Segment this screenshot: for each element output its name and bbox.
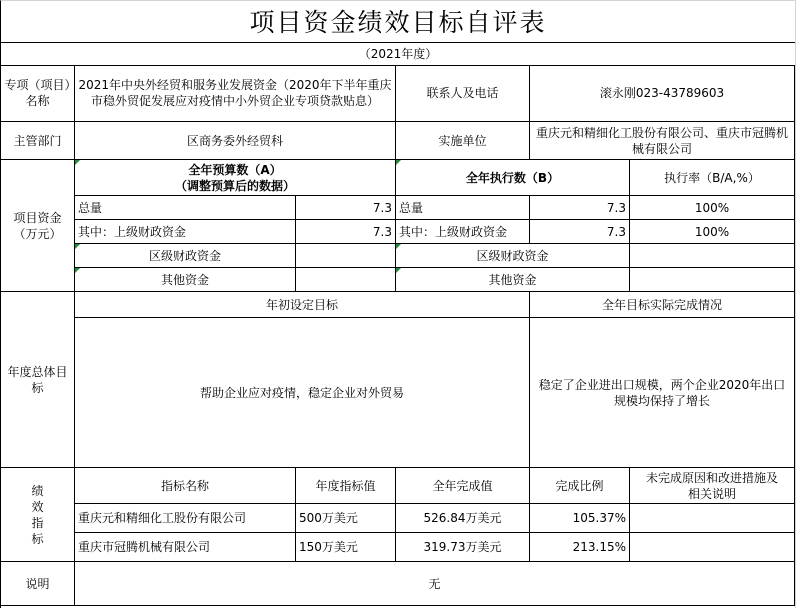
budget-row-value (296, 268, 396, 292)
rate-header: 执行率（B/A,%） (630, 160, 795, 196)
indicator-target-header: 年度指标值 (296, 468, 396, 504)
execution-row-value: 7.3 (530, 196, 630, 220)
remark-label: 说明 (1, 562, 75, 606)
indicator-name: 重庆元和精细化工股份有限公司 (75, 504, 296, 533)
execution-row-label: 其中：上级财政资金 (396, 220, 530, 244)
budget-row-value (296, 244, 396, 268)
execution-row-value: 7.3 (530, 220, 630, 244)
contact-label: 联系人及电话 (396, 65, 530, 122)
execution-rate (630, 244, 795, 268)
department-label: 主管部门 (1, 122, 75, 160)
budget-row-value: 7.3 (296, 196, 396, 220)
implementing-unit-label: 实施单位 (396, 122, 530, 160)
execution-header: 全年执行数（B） (396, 160, 630, 196)
indicator-target: 500万美元 (296, 504, 396, 533)
indicator-note (630, 504, 795, 533)
indicator-note-header: 未完成原因和改进措施及相关说明 (630, 468, 795, 504)
execution-rate (630, 268, 795, 292)
remark-value: 无 (75, 562, 795, 606)
budget-row-label: 其他资金 (75, 268, 296, 292)
indicator-name-header: 指标名称 (75, 468, 296, 504)
set-goal-header: 年初设定目标 (75, 292, 530, 318)
indicator-done: 526.84万美元 (396, 504, 530, 533)
department-value: 区商务委外经贸科 (75, 122, 396, 160)
indicator-target: 150万美元 (296, 533, 396, 562)
budget-row-label: 总量 (75, 196, 296, 220)
indicator-name: 重庆市冠腾机械有限公司 (75, 533, 296, 562)
implementing-unit-value: 重庆元和精细化工股份有限公司、重庆市冠腾机械有限公司 (530, 122, 795, 160)
page-title: 项目资金绩效目标自评表 (1, 0, 795, 43)
indicator-note (630, 533, 795, 562)
indicator-ratio: 105.37% (530, 504, 630, 533)
indicator-done: 319.73万美元 (396, 533, 530, 562)
report-year: （2021年度） (1, 42, 795, 66)
annual-goals-label: 年度总体目标 (1, 292, 75, 468)
actual-goal-header: 全年目标实际完成情况 (530, 292, 795, 318)
budget-row-label: 其中：上级财政资金 (75, 220, 296, 244)
indicator-ratio-header: 完成比例 (530, 468, 630, 504)
actual-goal-value: 稳定了企业进出口规模，两个企业2020年出口规模均保持了增长 (530, 318, 795, 468)
execution-row-label: 区级财政资金 (396, 244, 630, 268)
indicators-label: 绩效指标 (1, 468, 75, 562)
contact-value: 滚永刚023-43789603 (530, 65, 795, 122)
execution-row-label: 总量 (396, 196, 530, 220)
budget-row-value: 7.3 (296, 220, 396, 244)
budget-row-label: 区级财政资金 (75, 244, 296, 268)
project-name-label: 专项（项目）名称 (1, 65, 75, 122)
project-name-value: 2021年中央外经贸和服务业发展资金（2020年下半年重庆市稳外贸促发展应对疫情中小外贸企业专项贷款贴息） (75, 65, 396, 122)
set-goal-value: 帮助企业应对疫情，稳定企业对外贸易 (75, 318, 530, 468)
execution-rate: 100% (630, 196, 795, 220)
execution-rate: 100% (630, 220, 795, 244)
budget-header: 全年预算数（A） （调整预算后的数据） (75, 160, 396, 196)
indicator-ratio: 213.15% (530, 533, 630, 562)
funds-label: 项目资金（万元） (1, 160, 75, 292)
execution-row-label: 其他资金 (396, 268, 630, 292)
indicator-done-header: 全年完成值 (396, 468, 530, 504)
